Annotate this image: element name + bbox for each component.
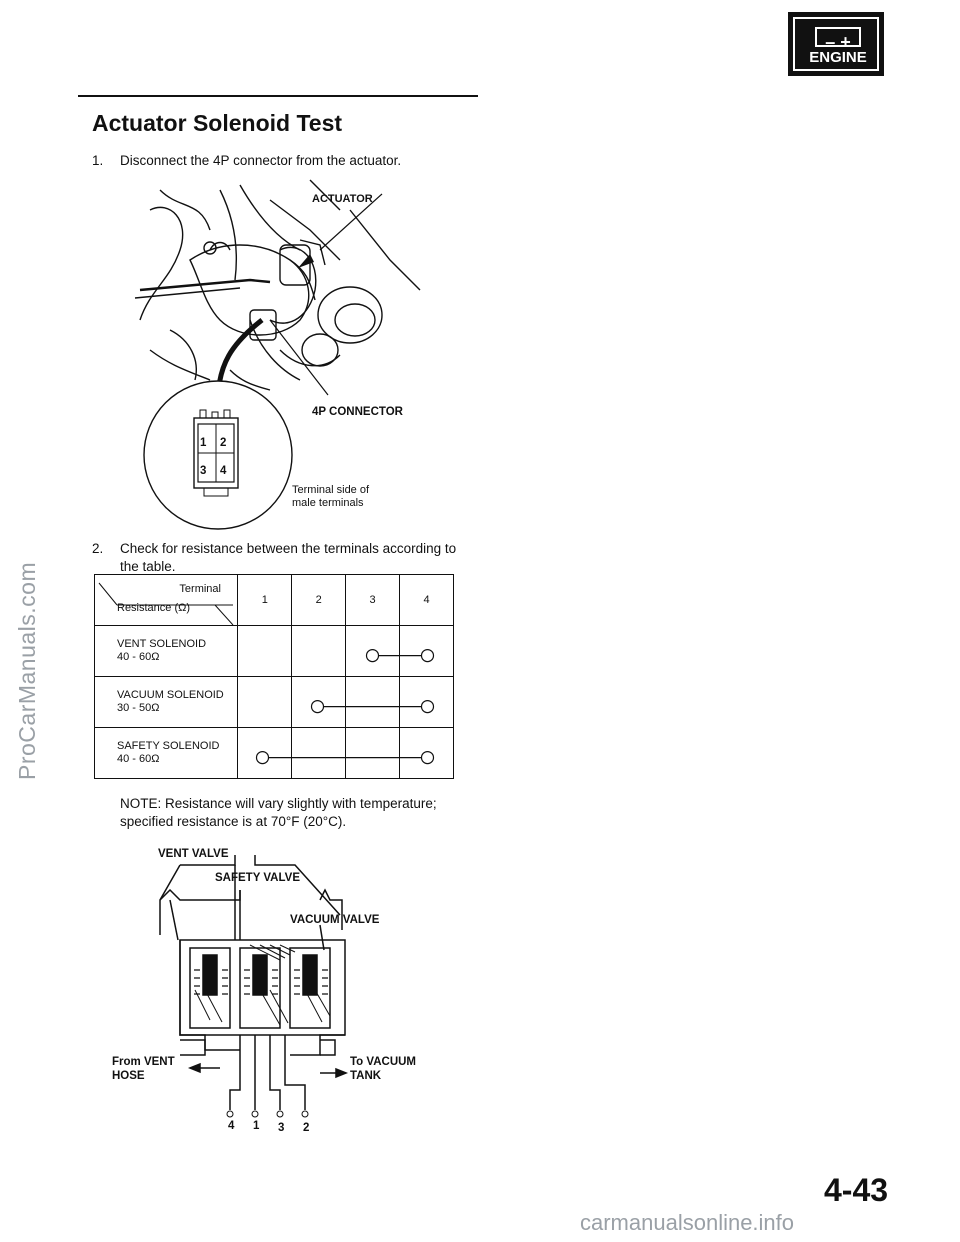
from-vent-label: From VENT [112,1056,175,1068]
continuity-lines [94,574,456,780]
step-1-text: Disconnect the 4P connector from the actuator. [120,153,402,168]
pin-label-2: 2 [220,437,227,449]
page-title: Actuator Solenoid Test [92,110,343,136]
4p-connector-label: 4P CONNECTOR [312,406,403,418]
title-rule [78,95,478,97]
vent-valve-label: VENT VALVE [158,848,229,860]
pin-label-3: 3 [200,465,207,477]
continuity-terminal-marker [422,701,434,713]
battery-terminals: – + [825,32,851,52]
step-2-number: 2. [92,541,104,556]
terminal-label-3: 3 [278,1122,285,1134]
footer-watermark: carmanualsonline.info [580,1210,795,1235]
safety-valve-label: SAFETY VALVE [215,872,300,884]
column-header-1: 1 [238,575,292,626]
vacuum-valve-label: VACUUM VALVE [290,914,380,926]
continuity-terminal-marker [422,752,434,764]
to-vacuum-label: To VACUUM [350,1056,417,1068]
row-label-safety: SAFETY SOLENOID 40 - 60Ω [95,728,238,779]
row-label-vacuum: VACUUM SOLENOID 30 - 50Ω [95,677,238,728]
terminal-label-4: 4 [228,1120,235,1132]
from-vent-hose-label: HOSE [112,1070,145,1082]
continuity-terminal-marker [422,650,434,662]
to-vacuum-tank-label: TANK [350,1070,382,1082]
terminal-note-line-2: male terminals [292,497,364,509]
terminal-label-1: 1 [253,1120,260,1132]
continuity-terminal-marker [257,752,269,764]
terminal-label-2: 2 [303,1122,310,1134]
header-terminal: Terminal [179,583,221,595]
actuator-label: ACTUATOR [312,193,373,205]
terminal-note-line-1: Terminal side of [292,484,370,496]
continuity-terminal-marker [312,701,324,713]
engine-section-badge [788,12,884,76]
actuator-cross-section-figure [110,840,450,1140]
column-header-2: 2 [292,575,346,626]
row-label-vent: VENT SOLENOID 40 - 60Ω [95,626,238,677]
continuity-terminal-marker [367,650,379,662]
side-watermark: ProCarManuals.com [14,561,40,780]
step-2-text: Check for resistance between the terminals according to the table. [120,541,457,574]
column-header-4: 4 [400,575,454,626]
pin-label-1: 1 [200,437,207,449]
engine-label: ENGINE [809,49,867,66]
header-resistance: Resistance (Ω) [117,602,191,614]
temperature-note: NOTE: Resistance will vary slightly with temperature; specified resistance is at 70°F (20°C). [120,796,437,829]
step-1-number: 1. [92,153,104,168]
page-number: 4-43 [824,1172,889,1208]
pin-label-4: 4 [220,465,227,477]
column-header-3: 3 [346,575,400,626]
